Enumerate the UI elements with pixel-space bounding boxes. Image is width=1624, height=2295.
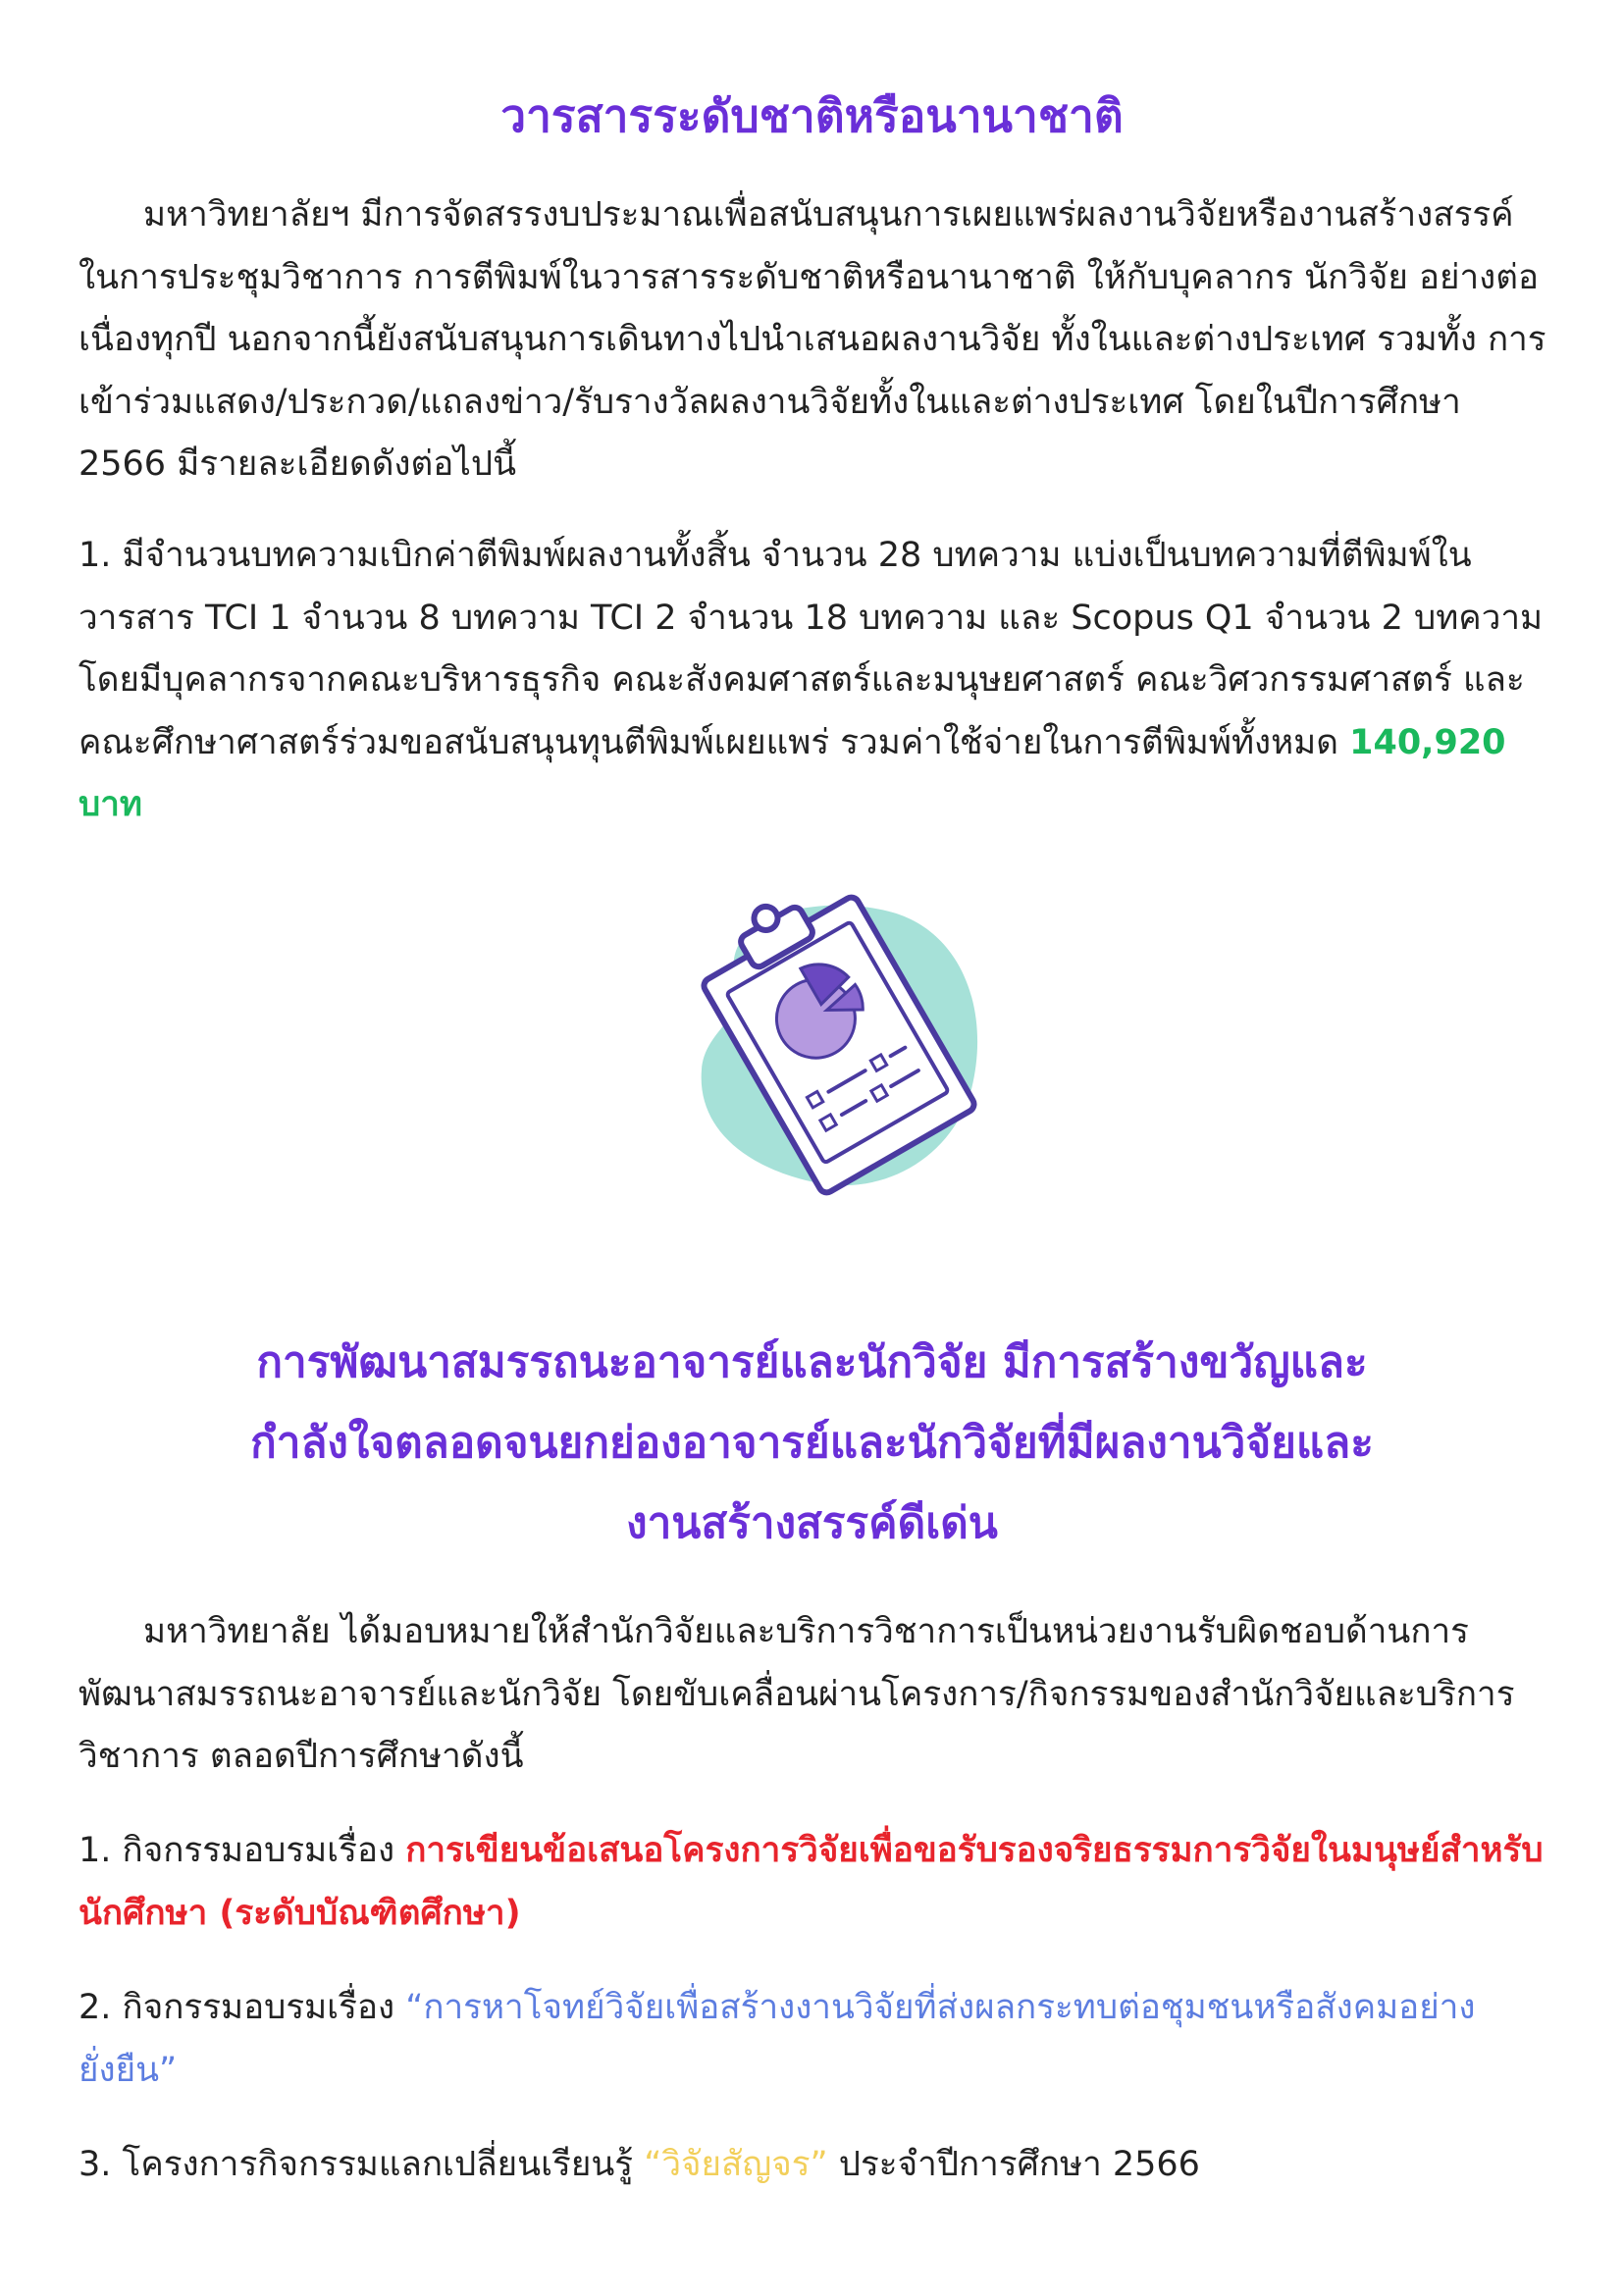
illustration (677, 873, 1001, 1207)
section2-title (79, 1323, 1545, 1564)
section2-item-1 (79, 1820, 1550, 1945)
section2-title-line-3: งานสร้างสรรค์ดีเด่น (626, 1498, 998, 1548)
section2-item-3-prefix: 3. โครงการกิจกรรมแลกเปลี่ยนเรียนรู้ (79, 2145, 645, 2184)
section2-item-3-suffix: ประจำปีการศึกษา 2566 (827, 2145, 1200, 2184)
section2-item-1-highlight: การเขียนข้อเสนอโครงการวิจัยเพื่อขอรับรองจริยธรรมการวิจัยในมนุษย์สำหรับนักศึกษา (ระดับบัณฑิตศึกษา) (79, 1831, 1544, 1933)
clipboard-pie-chart-icon (677, 873, 1001, 1207)
section2-item-3 (79, 2134, 1550, 2197)
section1-item-1-text: 1. มีจำนวนบทความเบิกค่าตีพิมพ์ผลงานทั้งสิ้น จำนวน 28 บทความ แบ่งเป็นบทความที่ตีพิมพ์ในวารสาร TCI 1 จำนวน 8 บทความ TCI 2 จำนวน 18 บทความ และ Scopus Q1 จำนวน 2 บทความ โดยมีบุคลากรจากคณะบริหารธุรกิจ คณะสังคมศาสตร์และมนุษยศาสตร์ คณะวิศวกรรมศาสตร์ และคณะศึกษาศาสตร์ร่วมขอสนับสนุนทุนตีพิมพ์เผยแพร่ รวมค่าใช้จ่ายในการตีพิมพ์ทั้งหมด (79, 536, 1544, 762)
section2-item-2 (79, 1977, 1550, 2102)
section1-item-1 (79, 525, 1550, 837)
section2-item-3-highlight: “วิจัยสัญจร” (644, 2145, 828, 2184)
section2-item-1-prefix: 1. กิจกรรมอบรมเรื่อง (79, 1831, 406, 1870)
section2-item-2-prefix: 2. กิจกรรมอบรมเรื่อง (79, 1988, 406, 2027)
section2-paragraph: มหาวิทยาลัย ได้มอบหมายให้สำนักวิจัยและบริการวิชาการเป็นหน่วยงานรับผิดชอบด้านการพัฒนาสมรรถนะอาจารย์และนักวิจัย โดยขับเคลื่อนผ่านโครงการ/กิจกรรมของสำนักวิจัยและบริการวิชาการ ตลอดปีการศึกษาดังนี้ (79, 1612, 1515, 1776)
section1-paragraph: มหาวิทยาลัยฯ มีการจัดสรรงบประมาณเพื่อสนับสนุนการเผยแพร่ผลงานวิจัยหรืองานสร้างสรรค์ ในการประชุมวิชาการ การตีพิมพ์ในวารสารระดับชาติหรือนานาชาติ ให้กับบุคลากร นักวิจัย อย่างต่อเนื่องทุกปี นอกจากนี้ยังสนับสนุนการเดินทางไปนำเสนอผลงานวิจัย ทั้งในและต่างประเทศ รวมทั้ง การเข้าร่วมแสดง/ประกวด/แถลงข่าว/รับรางวัลผลงานวิจัยทั้งในและต่างประเทศ โดยในปีการศึกษา 2566 มีรายละเอียดดังต่อไปนี้ (79, 195, 1546, 484)
section2-title-line-1: การพัฒนาสมรรถนะอาจารย์และนักวิจัย มีการสร้างขวัญและ (256, 1337, 1368, 1387)
total-amount: 140,920 บาท (79, 722, 1506, 824)
section2-title-line-2: กำลังใจตลอดจนยกย่องอาจารย์และนักวิจัยที่มีผลงานวิจัยและ (250, 1418, 1374, 1468)
section1-title: วารสารระดับชาติหรือนานาชาติ (500, 89, 1124, 142)
section2-item-2-highlight: “การหาโจทย์วิจัยเพื่อสร้างงานวิจัยที่ส่งผลกระทบต่อชุมชนหรือสังคมอย่างยั่งยืน” (79, 1988, 1476, 2090)
